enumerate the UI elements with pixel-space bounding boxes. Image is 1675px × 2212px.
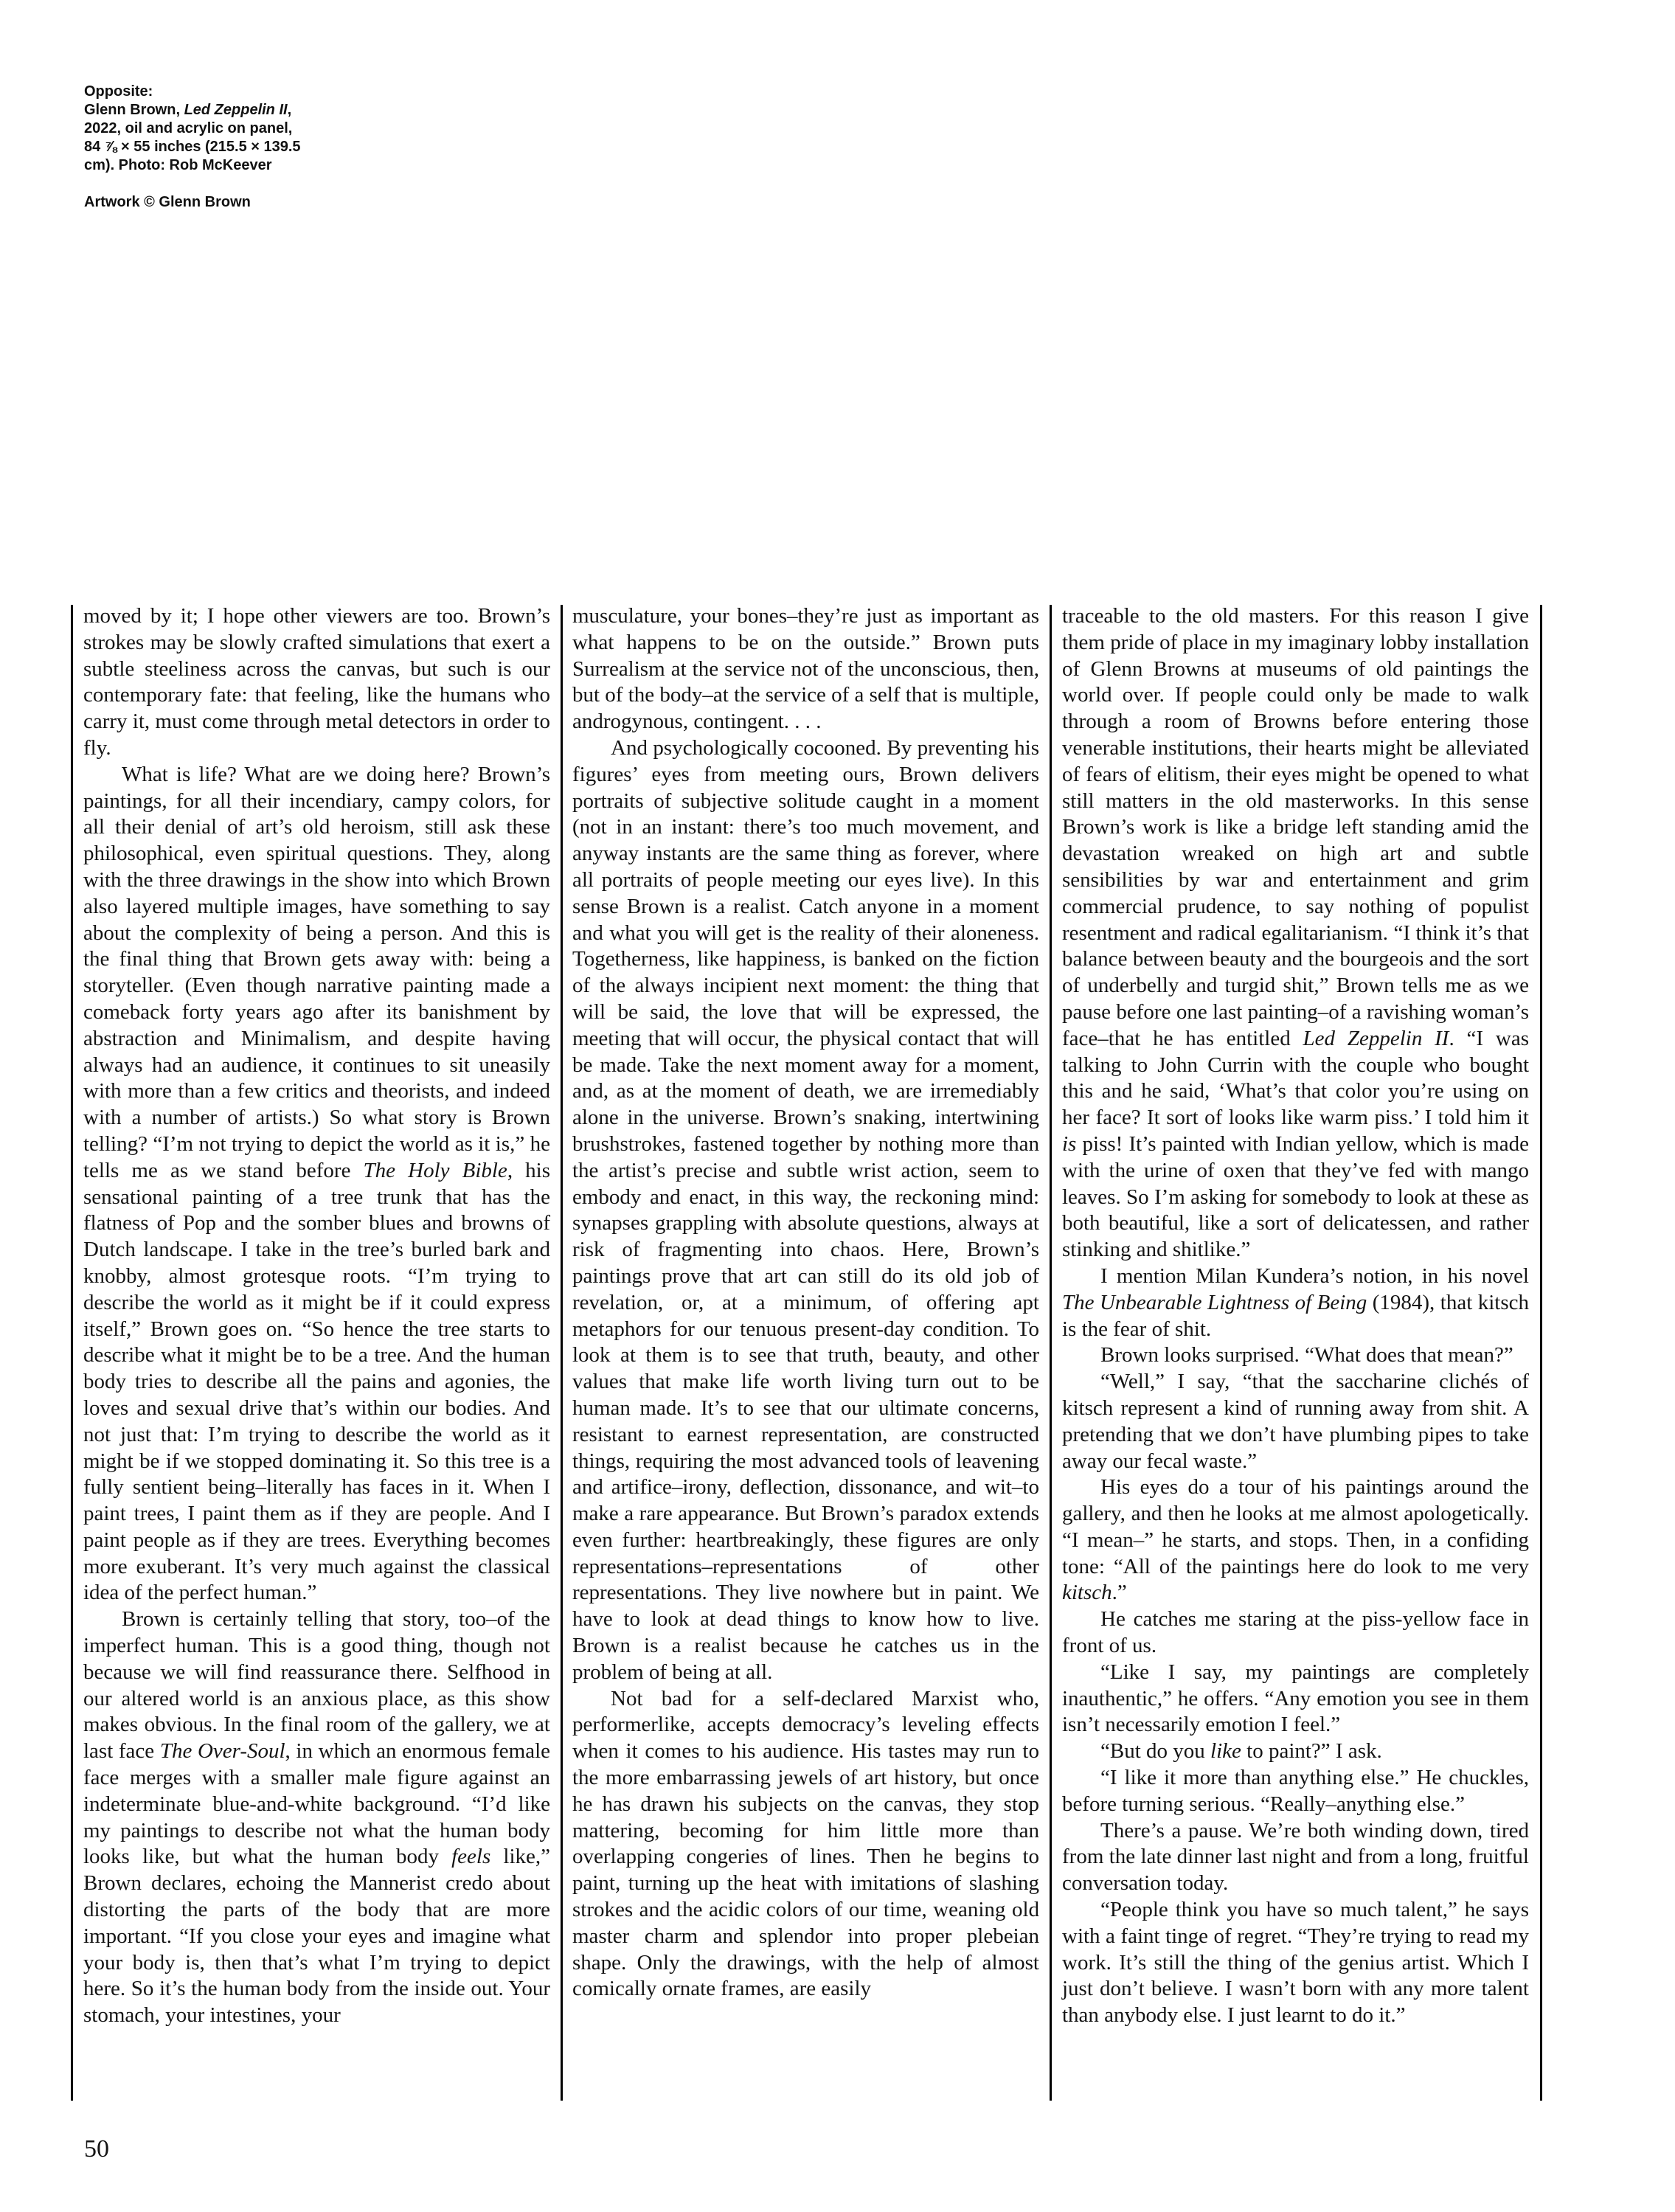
artwork-caption [84,83,307,230]
body-paragraph: traceable to the old masters. For this reason I give them pride of place in my imaginary lobby installation of Glenn Browns at museums of old paintings the world over. If people could only be made to walk through a room of Browns before entering those venerable institutions, their hearts might be alleviated of fears of elitism, their eyes might be opened to what still matters in the old masterworks. In this sense Brown’s work is like a bridge left standing amid the devastation wreaked on high art and subtle sensibilities by war and entertainment and grim commercial prudence, to say nothing of populist resentment and radical egalitarianism. “I think it’s that balance between beauty and the bourgeois and the sort of underbelly and turgid shit,” Brown tells me as we pause before one last painting–of a ravishing woman’s face–that he has entitled Led Zeppelin II. “I was talking to John Currin with the couple who bought this and he said, ‘What’s that color you’re using on her face? It sort of looks like warm piss.’ I told him it is piss! It’s painted with Indian yellow, which is made with the urine of oxen that they’ve fed with mango leaves. So I’m asking for somebody to look at these as both beautiful, like a sort of delicatessen, and rather stinking and shitlike.” [1062,604,1530,1262]
column-divider-2-3 [1050,605,1052,2101]
body-paragraph: “I like it more than anything else.” He chuckles, before turning serious. “Really–anything else.” [1062,1766,1529,1816]
body-paragraph: And psychologically cocooned. By preventing his figures’ eyes from meeting ours, Brown delivers portraits of subjective solitude caught in a moment (not in an instant: there’s too much movement, and anyway instants are the same thing as forever, where all portraits of people meeting our eyes live). In this sense Brown is a realist. Catch anyone in a moment and what you will get is the reality of their aloneness. Togetherness, like happiness, is banked on the fiction of the always incipient next moment: the thing that will be said, the love that will be expressed, the meeting that will occur, the physical contact that will be made. Take the next moment away for a moment, and, as at the moment of death, we are irremediably alone in the universe. Brown’s snaking, intertwining brushstrokes, fastened together by nothing more than the artist’s precise and subtle wrist action, seem to embody and enact, in this way, the reckoning mind: synapses grappling with absolute questions, always at risk of fragmenting into chaos. Here, Brown’s paintings prove that art can still do its old job of revelation, or, at a minimum, of offering apt metaphors for our tenuous present-day condition. To look at them is to see that truth, beauty, and other values that make life worth living turn out to be human made. It’s to see that our ultimate concerns, resistant to earnest representation, are constructed things, requiring the most advanced tools of leavening and artifice–irony, deflection, dissonance, and wit–to make a rare appearance. But Brown’s paradox extends even further: heartbreakingly, these figures are only representations–representations of other representations. They live nowhere but in paint. We have to look at dead things to know how to live. Brown is a realist because he catches us in the problem of being at all. [572,735,1039,1684]
body-paragraph: “But do you like to paint?” I ask. [1100,1739,1382,1764]
text-column-3 [1062,603,1529,2029]
body-paragraph: Brown looks surprised. “What does that mean?” [1100,1343,1513,1367]
column-divider-1-2 [561,605,563,2101]
body-paragraph: His eyes do a tour of his paintings around the gallery, and then he looks at me almost apologetically. “I mean–” he starts, and stops. Then, in a confiding tone: “All of the paintings here do look to me very kitsch.” [1062,1475,1529,1605]
body-paragraph: Not bad for a self-declared Marxist who, performerlike, accepts democracy’s leveling effects when it comes to his audience. His tastes may run to the more embarrassing jewels of art history, but once he has drawn his subjects on the canvas, they stop mattering, becoming for him little more than overlapping congeries of lines. Then he begins to paint, turning up the heat with imitations of slashing strokes and the acidic colors of our time, weaning old master charm and splendor into proper plebeian shape. Only the drawings, with the help of almost comically ornate frames, are easily [572,1686,1039,2001]
body-paragraph: Brown is certainly telling that story, too–of the imperfect human. This is a good thing, though not because we will find reassurance there. Selfhood in our altered world is an anxious place, as this show makes obvious. In the final room of the gallery, we at last face The Over-Soul, in which an enormous female face merges with a smaller male figure against an indeterminate blue-and-white background. “I’d like my paintings to describe not what the human body looks like, but what the human body feels like,” Brown declares, echoing the Mannerist credo about distorting the parts of the body that are more important. “If you close your eyes and imagine what your body is, then that’s what I’m trying to depict here. So it’s the human body from the inside out. Your stomach, your intestines, your [83,1607,550,2028]
body-paragraph: There’s a pause. We’re both winding down, tired from the late dinner last night and from a long, fruitful conversation today. [1062,1818,1529,1896]
column-divider-right [1540,605,1542,2101]
body-paragraph: “People think you have so much talent,” he says with a faint tinge of regret. “They’re trying to read my work. It’s still the thing of the genius artist. Which I just don’t believe. I wasn’t born with any more talent than anybody else. I just learnt to do it.” [1062,1898,1529,2028]
body-paragraph: He catches me staring at the piss-yellow face in front of us. [1062,1607,1529,1658]
body-paragraph: “Well,” I say, “that the saccharine clichés of kitsch represent a kind of running away from shit. A pretending that we don’t have plumbing pipes to take away our fecal waste.” [1062,1370,1529,1473]
body-paragraph: I mention Milan Kundera’s notion, in his novel The Unbearable Lightness of Being (1984), that kitsch is the fear of shit. [1062,1263,1529,1341]
body-paragraph: musculature, your bones–they’re just as important as what happens to be on the outside.” Brown puts Surrealism at the service not of the unconscious, then, but of the body–at the service of a self that is multiple, androgynous, contingent. . . . [572,604,1040,734]
body-paragraph: “Like I say, my paintings are completely inauthentic,” he offers. “Any emotion you see in them isn’t necessarily emotion I feel.” [1062,1660,1529,1737]
caption-text: Opposite: Glenn Brown, Led Zeppelin II, 2022, oil and acrylic on panel, 84 ⅞ × 55 inches (215.5 × 139.5 cm). Photo: Rob McKeever [84,83,301,173]
page-number: 50 [84,2135,109,2163]
caption-credit: Artwork © Glenn Brown [84,194,251,210]
body-paragraph: What is life? What are we doing here? Brown’s paintings, for all their incendiary, campy colors, for all their denial of art’s old heroism, still ask these philosophical, even spiritual questions. They, along with the three drawings in the show into which Brown also layered multiple images, have something to say about the complexity of being a person. And this is the final thing that Brown gets away with: being a storyteller. (Even though narrative painting made a comeback forty years ago after its banishment by abstraction and Minimalism, and despite having always had an audience, it continues to sit uneasily with more than a few critics and theorists, and indeed with a number of artists.) So what story is Brown telling? “I’m not trying to depict the world as it is,” he tells me as we stand before The Holy Bible, his sensational painting of a tree trunk that has the flatness of Pop and the somber blues and browns of Dutch landscape. I take in the tree’s burled bark and knobby, almost grotesque roots. “I’m trying to describe the world as it might be if it could express itself,” Brown goes on. “So hence the tree starts to describe what it might be to be a tree. And the human body tries to describe all the pains and agonies, the loves and sexual drive that’s within our bodies. And not just that: I’m trying to describe the world as it might be if we stopped dominating it. So this tree is a fully sentient being–literally has faces in it. When I paint trees, I paint them as if they are people. And I paint people as if they are trees. Everything becomes more exuberant. It’s very much against the classical idea of the perfect human.” [83,762,550,1605]
column-divider-left [71,605,73,2101]
text-column-2 [572,603,1039,2003]
body-paragraph: moved by it; I hope other viewers are too. Brown’s strokes may be slowly crafted simulations that exert a subtle steeliness across the canvas, but such is our contemporary fate: that feeling, like the humans who carry it, must come through metal detectors in order to fly. [83,604,550,760]
text-column-1 [83,603,550,2029]
